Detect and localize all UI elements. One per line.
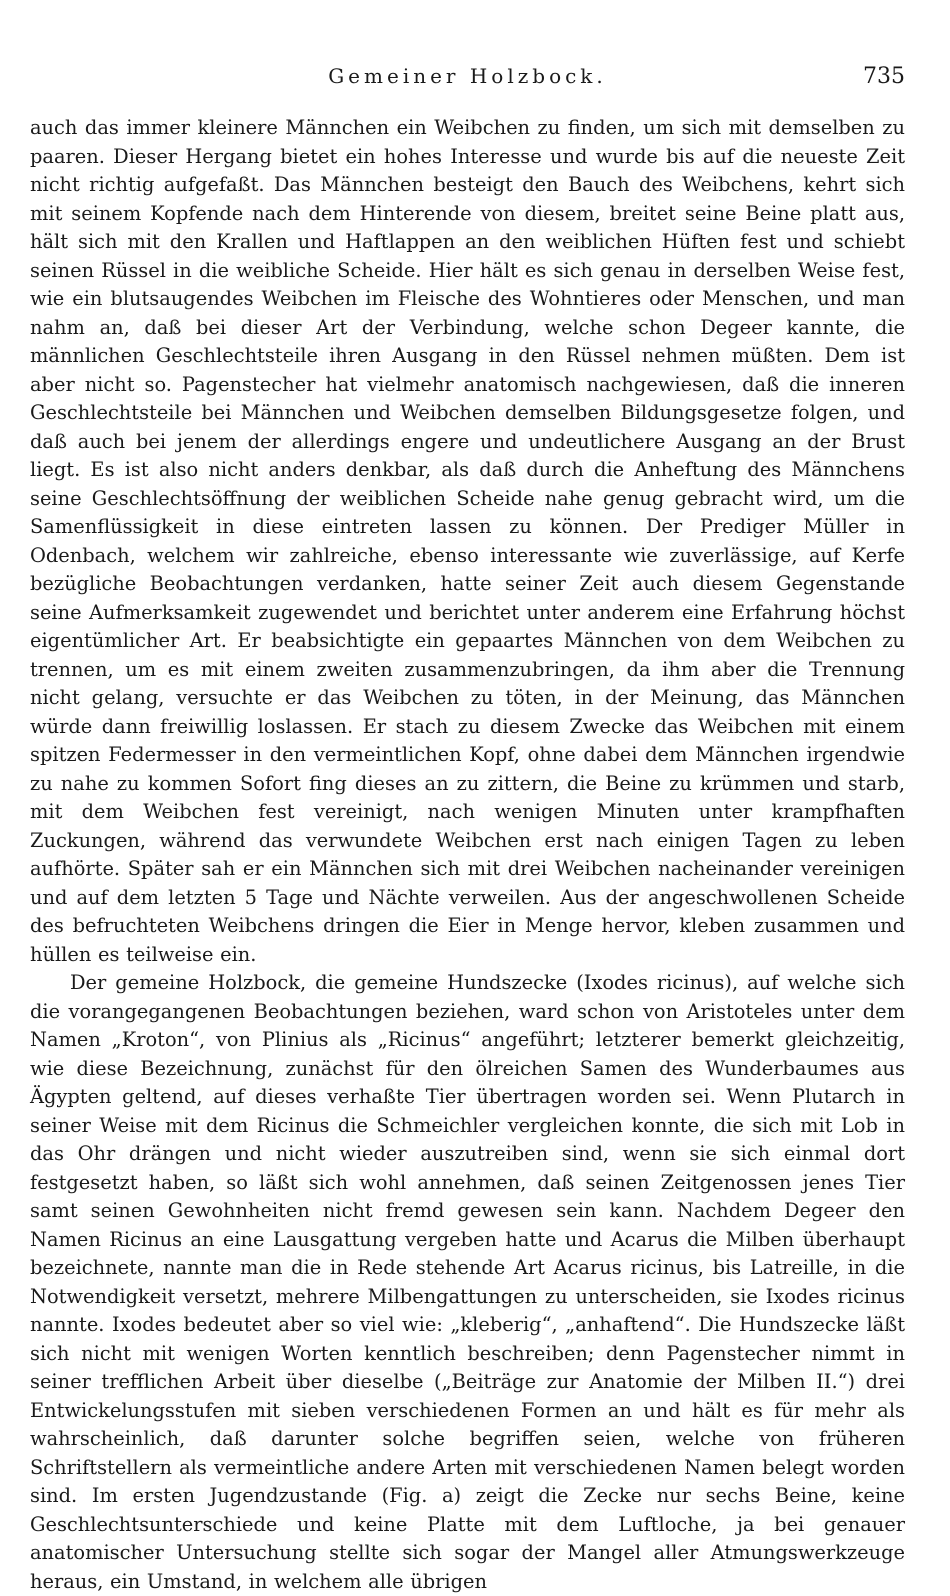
running-title: Gemeiner Holzbock. — [328, 64, 607, 88]
paragraph: auch das immer kleinere Männchen ein Weibchen zu finden, um sich mit demselben zu paaren. Dieser Hergang bietet ein hohes Interesse und wurde bis auf die neueste Zeit nicht richtig aufgefaßt. Das Männchen besteigt den Bauch des Weibchens, kehrt sich mit seinem Kopfende nach dem Hinterende von diesem, breitet seine Beine platt aus, hält sich mit den Krallen und Haftlappen an den weiblichen Hüften fest und schiebt seinen Rüssel in die weibliche Scheide. Hier hält es sich genau in derselben Weise fest, wie ein blutsaugendes Weibchen im Fleische des Wohntieres oder Menschen, und man nahm an, daß bei dieser Art der Verbindung, welche schon Degeer kannte, die männlichen Geschlechtsteile ihren Ausgang in den Rüssel nehmen müßten. Dem ist aber nicht so. Pagenstecher hat vielmehr anatomisch nachgewiesen, daß die inneren Geschlechtsteile bei Männchen und Weibchen demselben Bildungsgesetze folgen, und daß auch bei jenem der allerdings engere und undeutlichere Ausgang an der Brust liegt. Es ist also nicht anders denkbar, als daß durch die Anheftung des Männchens seine Geschlechtsöffnung der weiblichen Scheide nahe genug gebracht wird, um die Samenflüssigkeit in diese eintreten lassen zu können. Der Prediger Müller in Odenbach, welchem wir zahlreiche, ebenso interessante wie zuverlässige, auf Kerfe bezügliche Beobachtungen verdanken, hatte seiner Zeit auch diesem Gegenstande seine Aufmerksamkeit zugewendet und berichtet unter anderem eine Erfahrung höchst eigentümlicher Art. Er beabsichtigte ein gepaartes Männchen von dem Weibchen zu trennen, um es mit einem zweiten zusammenzubringen, da ihm aber die Trennung nicht gelang, versuchte er das Weibchen zu töten, in der Meinung, das Männchen würde dann freiwillig loslassen. Er stach zu diesem Zwecke das Weibchen mit einem spitzen Federmesser in den vermeintlichen Kopf, ohne dabei dem Männchen irgendwie zu nahe zu kommen Sofort fing dieses an zu zittern, die Beine zu krümmen und starb, mit dem Weibchen fest vereinigt, nach wenigen Minuten unter krampfhaften Zuckungen, während das verwundete Weibchen erst nach einigen Tagen zu leben aufhörte. Später sah er ein Männchen sich mit drei Weibchen nacheinander vereinigen und auf dem letzten 5 Tage und Nächte verweilen. Aus der angeschwollenen Scheide des befruchteten Weibchens dringen die Eier in Menge hervor, kleben zusammen und hüllen es teilweise ein. — [30, 116, 905, 966]
paragraph: Der gemeine Holzbock, die gemeine Hundszecke (Ixodes ricinus), auf welche sich die vorangegangenen Beobachtungen beziehen, ward schon von Aristoteles unter dem Namen „Kroton“, von Plinius als „Ricinus“ angeführt; letzterer bemerkt gleichzeitig, wie diese Bezeichnung, zunächst für den ölreichen Samen des Wunderbaumes aus Ägypten geltend, auf dieses verhaßte Tier übertragen worden sei. Wenn Plutarch in seiner Weise mit dem Ricinus die Schmeichler vergleichen konnte, die sich mit Lob in das Ohr drängen und nicht wieder auszutreiben sind, wenn sie sich einmal dort festgesetzt haben, so läßt sich wohl annehmen, daß seinen Zeitgenossen jenes Tier samt seinen Gewohnheiten nicht fremd gewesen sein kann. Nachdem Degeer den Namen Ricinus an eine Lausgattung vergeben hatte und Acarus die Milben überhaupt bezeichnete, nannte man die in Rede stehende Art Acarus ricinus, bis Latreille, in die Notwendigkeit versetzt, mehrere Milbengattungen zu unterscheiden, sie Ixodes ricinus nannte. Ixodes bedeutet aber so viel wie: „kleberig“, „anhaftend“. Die Hundszecke läßt sich nicht mit wenigen Worten kenntlich beschreiben; denn Pagenstecher nimmt in seiner trefflichen Arbeit über dieselbe („Beiträge zur Anatomie der Milben II.“) drei Entwickelungsstufen mit sieben verschiedenen Formen an und hält es für mehr als wahrscheinlich, daß darunter solche begriffen seien, welche von früheren Schriftstellern als vermeintliche andere Arten mit verschiedenen Namen belegt worden sind. Im ersten Jugendzustande (Fig. a) zeigt die Zecke nur sechs Beine, keine Geschlechtsunterschiede und keine Platte mit dem Luftloche, ja bei genauer anatomischer Untersuchung stellte sich sogar der Mangel aller Atmungswerkzeuge heraus, ein Umstand, in welchem alle übrigen — [30, 971, 905, 1593]
page-header — [30, 64, 905, 96]
page-number: 735 — [863, 64, 905, 89]
body-text — [30, 114, 905, 1596]
